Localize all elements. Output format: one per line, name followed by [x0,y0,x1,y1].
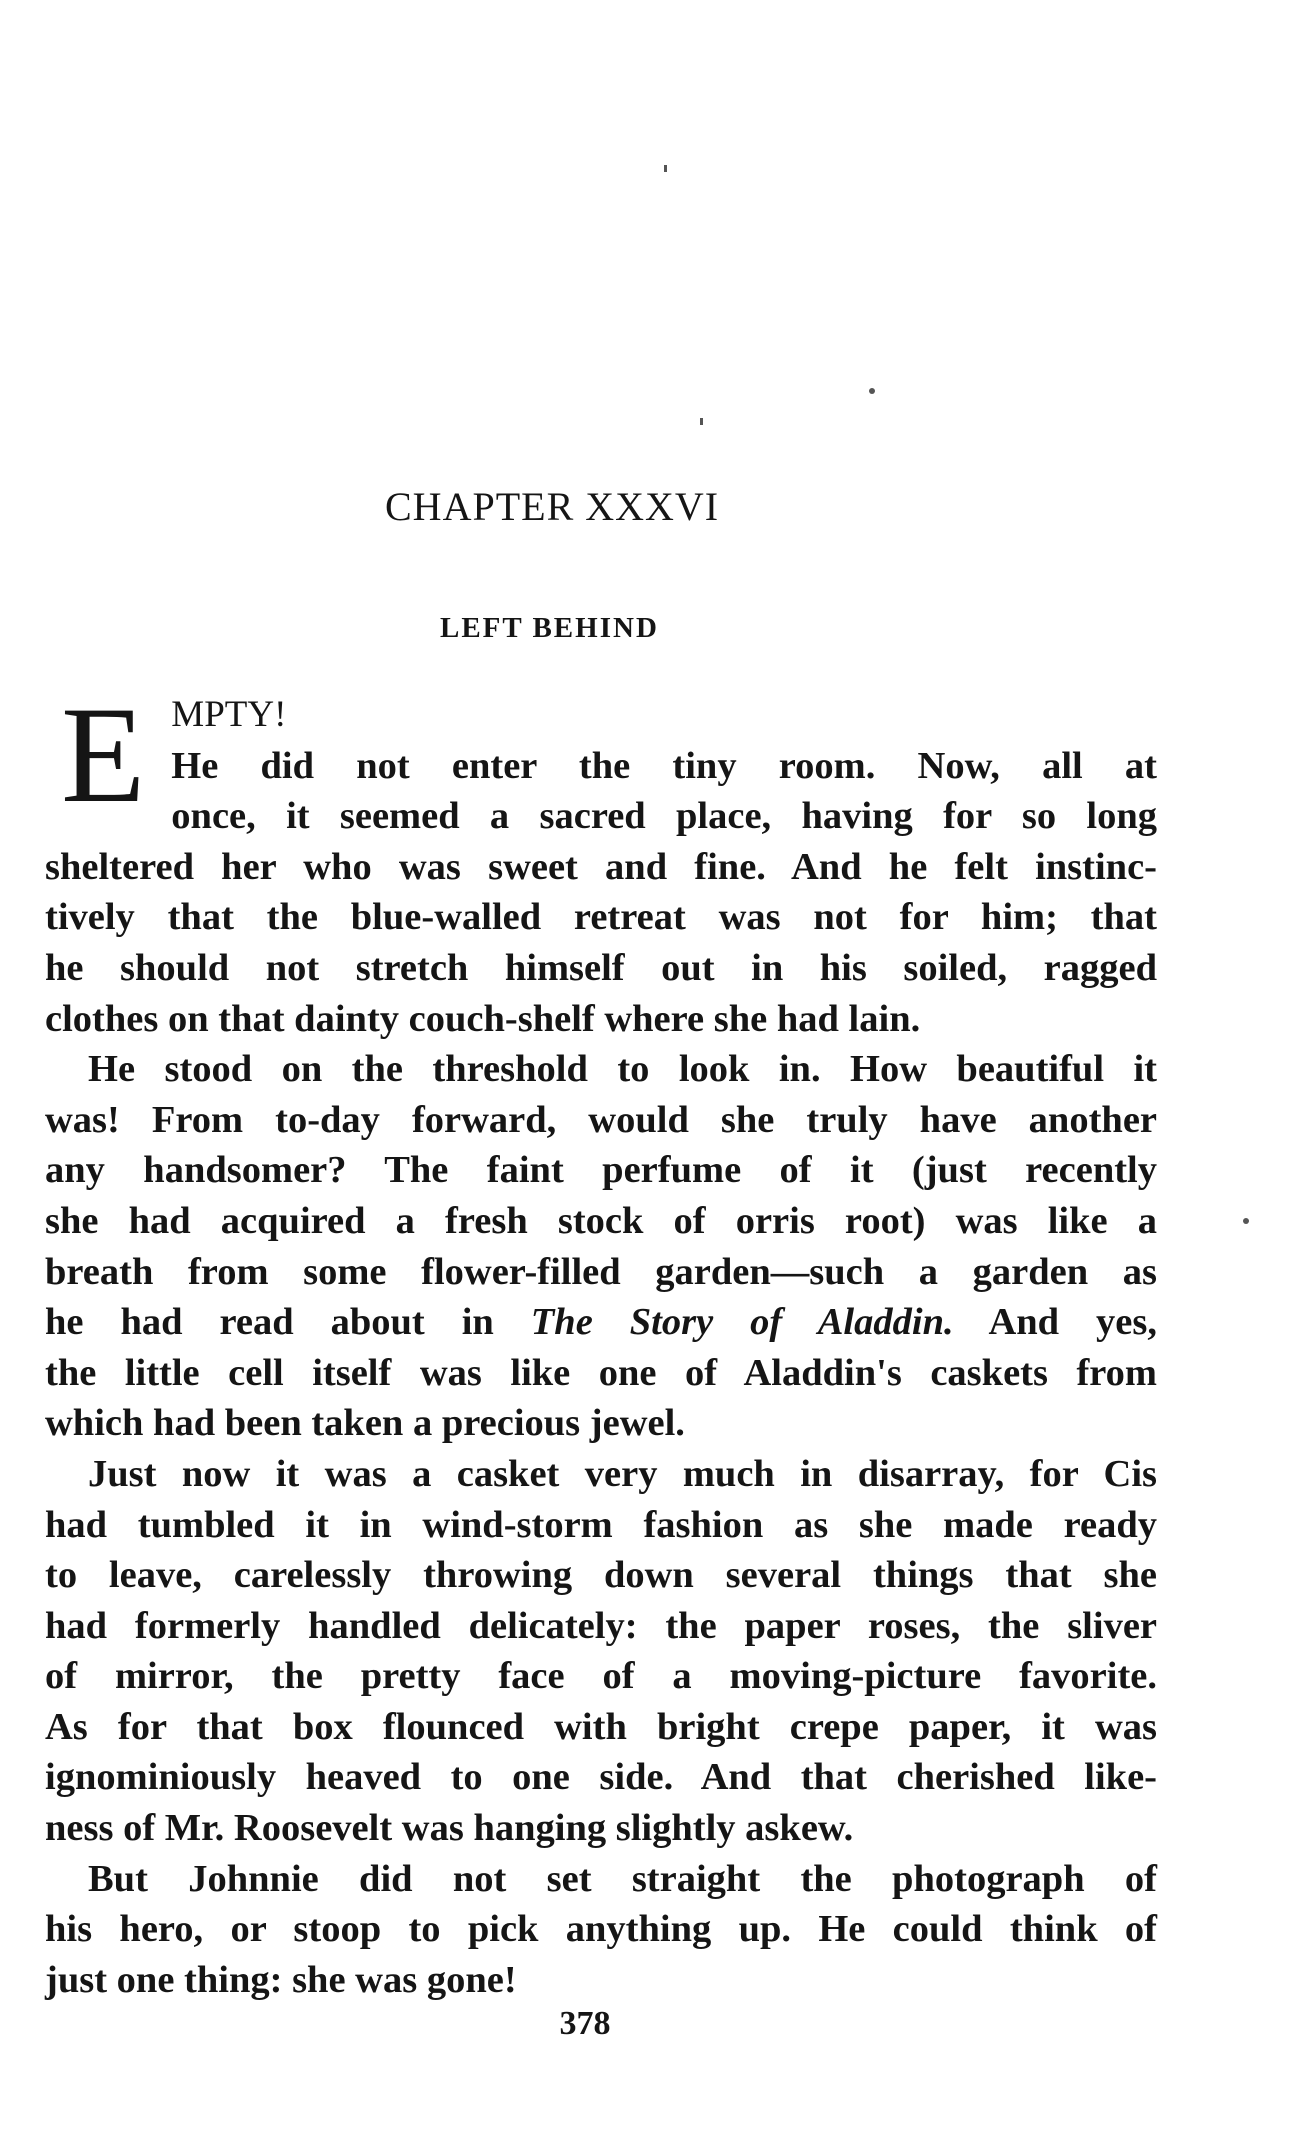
text-line: she had acquired a fresh stock of orris root) was like a [45,1199,1157,1242]
text-line: He stood on the threshold to look in. How beautiful it [88,1048,1157,1091]
text-line: had tumbled it in wind-storm fashion as she made ready [45,1503,1157,1546]
text-line: He did not enter the tiny room. Now, all at [171,744,1157,787]
print-speck [664,165,667,172]
text-line: just one thing: she was gone! [45,1958,517,2001]
text-segment: he had read about in [45,1301,531,1344]
page-number: 378 [559,2005,611,2042]
text-line: breath from some flower-filled garden—such a garden as [45,1250,1157,1293]
paragraph [45,1449,1157,1854]
text-line: ness of Mr. Roosevelt was hanging slightly askew. [45,1807,854,1850]
text-line: sheltered her who was sweet and fine. And he felt instinc- [45,845,1157,888]
paragraph [45,1044,1157,1449]
text-line: Just now it was a casket very much in disarray, for Cis [88,1452,1157,1495]
print-speck [700,418,703,425]
text-line: the little cell itself was like one of Aladdin's caskets from [45,1351,1157,1394]
drop-cap: E [61,678,146,831]
text-line: As for that box flounced with bright crepe paper, it was [45,1705,1157,1748]
text-line: to leave, carelessly throwing down several things that she [45,1554,1157,1597]
print-speck [869,388,875,394]
text-line: ignominiously heaved to one side. And that cherished like- [45,1756,1157,1799]
text-line-with-title [45,1297,1157,1348]
paragraph [45,1854,1157,2006]
opening-paragraph [45,678,1157,1044]
text-line: which had been taken a precious jewel. [45,1402,685,1445]
chapter-title: CHAPTER XXXVI [385,484,720,529]
text-line: any handsomer? The faint perfume of it (just recently [45,1149,1157,1192]
chapter-subtitle: LEFT BEHIND [440,612,659,644]
text-line: But Johnnie did not set straight the photograph of [88,1857,1157,1900]
text-line: once, it seemed a sacred place, having for so long [171,795,1157,838]
text-line: his hero, or stoop to pick anything up. He could think of [45,1908,1157,1951]
text-line: tively that the blue-walled retreat was not for him; that [45,896,1157,939]
text-line: was! From to-day forward, would she truly have another [45,1098,1157,1141]
text-segment: And yes, [953,1301,1157,1344]
text-line: of mirror, the pretty face of a moving-picture favorite. [45,1655,1157,1698]
print-speck [1243,1218,1249,1224]
text-line: clothes on that dainty couch-shelf where she had lain. [45,997,921,1040]
opening-word: MPTY! [171,694,287,735]
chapter-body [45,678,1157,2005]
book-title: The Story of Aladdin. [530,1301,954,1344]
text-line: had formerly handled delicately: the paper roses, the sliver [45,1604,1157,1647]
text-line: he should not stretch himself out in his soiled, ragged [45,946,1157,989]
